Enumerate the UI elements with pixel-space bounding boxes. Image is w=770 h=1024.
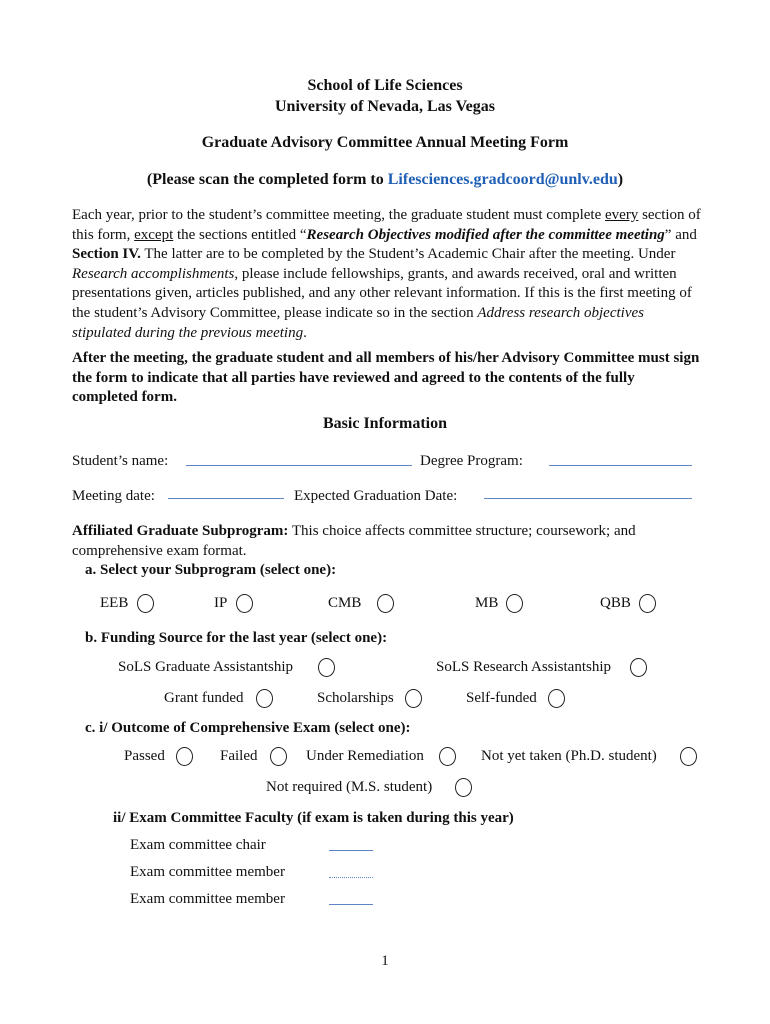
- radio-research-assistantship[interactable]: [630, 658, 647, 677]
- student-name-field[interactable]: [186, 465, 412, 466]
- radio-not-required[interactable]: [455, 778, 472, 797]
- scan-prefix: (Please scan the completed form to: [146, 171, 388, 188]
- radio-scholarships[interactable]: [405, 689, 422, 708]
- form-title: Graduate Advisory Committee Annual Meeting Form: [201, 134, 569, 151]
- basic-info-heading: Basic Information: [323, 415, 447, 432]
- faculty-title: ii/ Exam Committee Faculty (if exam is taken during this year): [113, 810, 514, 826]
- email-link[interactable]: Lifesciences.gradcoord@unlv.edu: [387, 171, 618, 188]
- affiliated-subprogram: Affiliated Graduate Subprogram: This choice affects committee structure; coursework; and comprehensive exam format.: [72, 523, 636, 559]
- sign-note: After the meeting, the graduate student and all members of his/her Advisory Committee must sign the form to indicate that all parties have reviewed and agreed to the contents of the fully completed form.: [72, 350, 700, 406]
- radio-grant-funded[interactable]: [256, 689, 273, 708]
- option-label-not-yet-taken: Not yet taken (Ph.D. student): [481, 748, 657, 764]
- option-label-scholarships: Scholarships: [317, 690, 394, 706]
- option-label-research-assistantship: SoLS Research Assistantship: [436, 659, 611, 675]
- radio-passed[interactable]: [176, 747, 193, 766]
- option-label-ip: IP: [214, 595, 228, 611]
- radio-failed[interactable]: [270, 747, 287, 766]
- option-label-grant-funded: Grant funded: [164, 690, 244, 706]
- option-label-qbb: QBB: [600, 595, 631, 611]
- option-label-self-funded: Self-funded: [466, 690, 537, 706]
- option-label-failed: Failed: [220, 748, 258, 764]
- exam-title: c. i/ Outcome of Comprehensive Exam (select one):: [85, 720, 411, 736]
- option-label-not-required: Not required (M.S. student): [266, 779, 433, 795]
- expected-grad-field[interactable]: [484, 498, 692, 499]
- scan-suffix: ): [617, 171, 624, 188]
- student-name-label: Student’s name:: [72, 453, 169, 469]
- degree-program-label: Degree Program:: [420, 453, 523, 469]
- university-name: University of Nevada, Las Vegas: [274, 98, 495, 115]
- radio-self-funded[interactable]: [548, 689, 565, 708]
- faculty-member-2-label: Exam committee member: [130, 891, 285, 907]
- option-label-grad-assistantship: SoLS Graduate Assistantship: [118, 659, 293, 675]
- option-label-mb: MB: [475, 595, 499, 611]
- radio-grad-assistantship[interactable]: [318, 658, 335, 677]
- radio-under-remediation[interactable]: [439, 747, 456, 766]
- page-number: 1: [381, 953, 389, 969]
- radio-eeb[interactable]: [137, 594, 154, 613]
- radio-ip[interactable]: [236, 594, 253, 613]
- radio-cmb[interactable]: [377, 594, 394, 613]
- faculty-chair-label: Exam committee chair: [130, 837, 266, 853]
- scan-instruction: [0, 171, 770, 189]
- option-label-passed: Passed: [124, 748, 165, 764]
- funding-title: b. Funding Source for the last year (select one):: [85, 630, 388, 646]
- school-name: School of Life Sciences: [307, 77, 463, 94]
- faculty-member-2-field[interactable]: [329, 904, 373, 905]
- faculty-member-1-label: Exam committee member: [130, 864, 285, 880]
- radio-not-yet-taken[interactable]: [680, 747, 697, 766]
- meeting-date-label: Meeting date:: [72, 488, 155, 504]
- option-label-cmb: CMB: [328, 595, 362, 611]
- faculty-member-1-field[interactable]: [329, 877, 373, 878]
- radio-qbb[interactable]: [639, 594, 656, 613]
- radio-mb[interactable]: [506, 594, 523, 613]
- degree-program-field[interactable]: [549, 465, 692, 466]
- option-label-under-remediation: Under Remediation: [306, 748, 424, 764]
- option-label-eeb: EEB: [100, 595, 129, 611]
- meeting-date-field[interactable]: [168, 498, 284, 499]
- intro-paragraph: Each year, prior to the student’s committee meeting, the graduate student must complete every section of this form, except the sections entitled “Research Objectives modified after the committee meeting” and Section IV. The latter are to be completed by the Student’s Academic Chair after the meeting. Under Research accomplishments, please include fellowships, grants, and awards received, oral and written presentations given, articles published, and any other relevant information. If this is the first meeting of the student’s Advisory Committee, please indicate so in the section Address research objectives stipulated during the previous meeting.: [72, 207, 701, 341]
- subprogram-title: a. Select your Subprogram (select one):: [85, 562, 337, 578]
- faculty-chair-field[interactable]: [329, 850, 373, 851]
- expected-grad-label: Expected Graduation Date:: [294, 488, 458, 504]
